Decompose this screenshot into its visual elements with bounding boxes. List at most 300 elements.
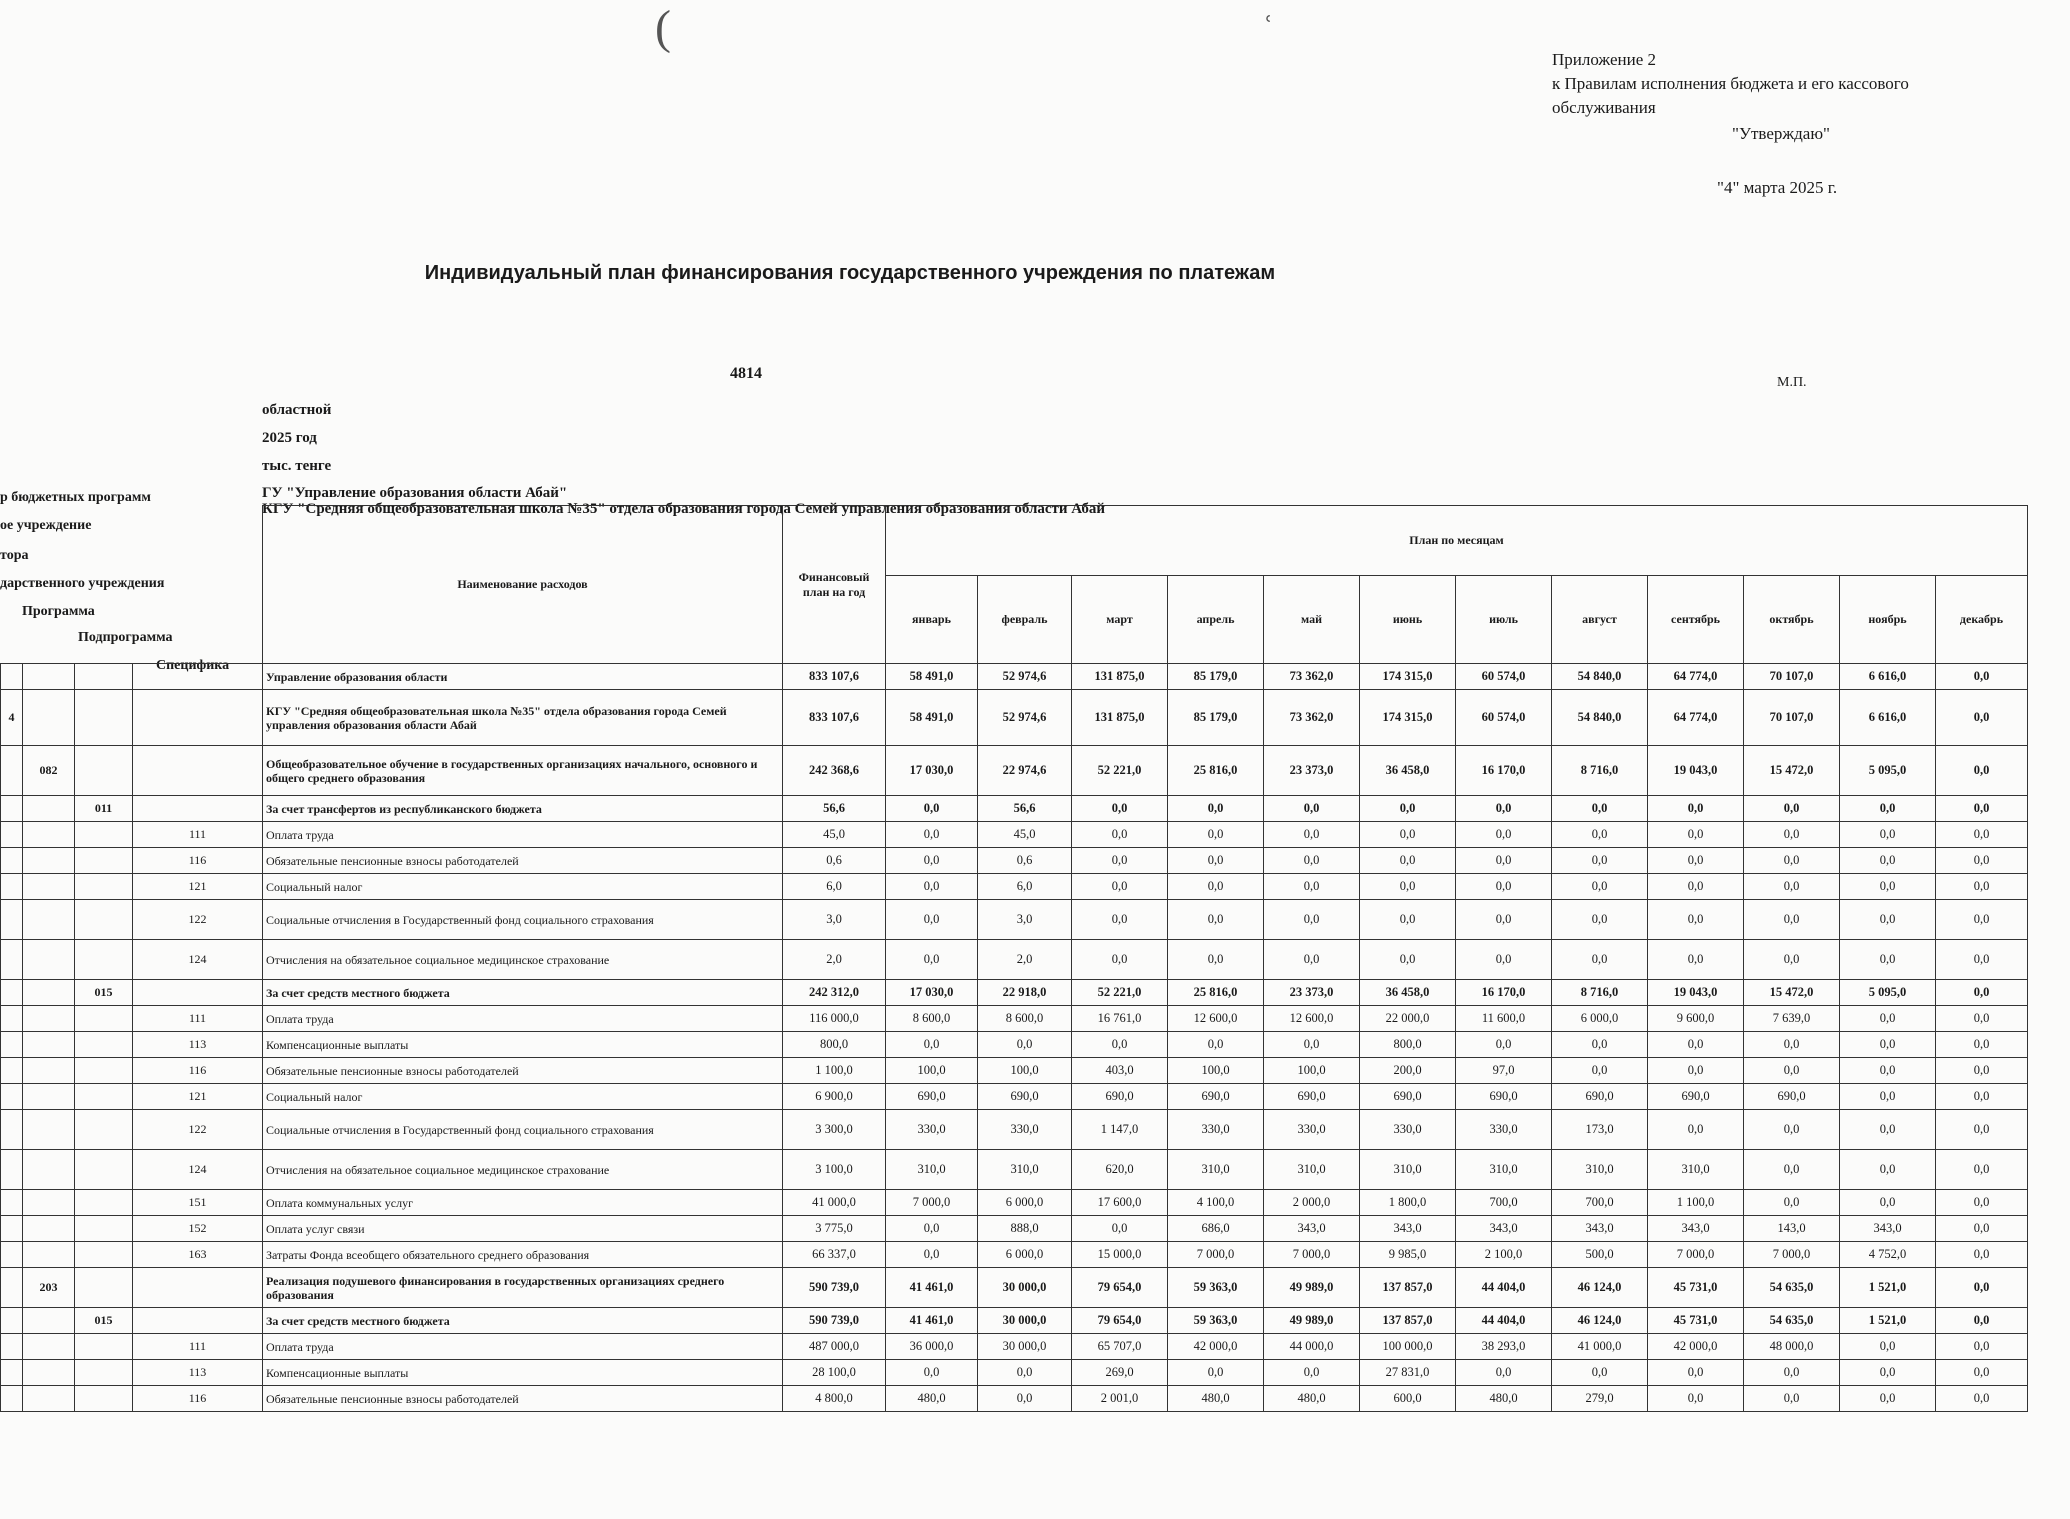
month-value-cell: 41 461,0	[886, 1308, 978, 1334]
code-cell	[75, 874, 133, 900]
code-cell	[23, 940, 75, 980]
month-value-cell: 100,0	[1264, 1058, 1360, 1084]
annual-total-cell: 4 800,0	[783, 1386, 886, 1412]
code-cell	[23, 1058, 75, 1084]
month-value-cell: 0,0	[1840, 1386, 1936, 1412]
left-label-sector: тора	[0, 548, 29, 563]
approval-block	[1552, 48, 1909, 200]
month-value-cell: 310,0	[1552, 1150, 1648, 1190]
month-value-cell: 0,0	[1936, 1110, 2028, 1150]
month-value-cell: 8 600,0	[978, 1006, 1072, 1032]
code-cell	[23, 796, 75, 822]
month-value-cell: 0,0	[1360, 900, 1456, 940]
month-value-cell: 2 001,0	[1072, 1386, 1168, 1412]
month-value-cell: 38 293,0	[1456, 1334, 1552, 1360]
month-value-cell: 690,0	[1360, 1084, 1456, 1110]
month-value-cell: 0,0	[1936, 1360, 2028, 1386]
table-row	[1, 690, 2028, 746]
month-value-cell: 143,0	[1744, 1216, 1840, 1242]
code-cell	[75, 1386, 133, 1412]
table-row	[1, 1308, 2028, 1334]
month-value-cell: 5 095,0	[1840, 980, 1936, 1006]
month-value-cell: 0,0	[886, 940, 978, 980]
code-cell: 116	[133, 848, 263, 874]
expense-name-cell: Компенсационные выплаты	[263, 1360, 783, 1386]
annual-total-cell: 833 107,6	[783, 664, 886, 690]
month-value-cell: 0,0	[1744, 796, 1840, 822]
month-value-cell: 0,0	[1648, 1386, 1744, 1412]
month-value-cell: 49 989,0	[1264, 1268, 1360, 1308]
annual-total-cell: 56,6	[783, 796, 886, 822]
code-cell	[1, 1006, 23, 1032]
month-value-cell: 1 147,0	[1072, 1110, 1168, 1150]
month-value-cell: 0,0	[1072, 822, 1168, 848]
month-value-cell: 5 095,0	[1840, 746, 1936, 796]
month-value-cell: 23 373,0	[1264, 746, 1360, 796]
month-value-cell: 0,0	[1936, 746, 2028, 796]
code-cell: 011	[75, 796, 133, 822]
month-value-cell: 59 363,0	[1168, 1308, 1264, 1334]
code-cell: 4	[1, 690, 23, 746]
code-cell	[1, 1150, 23, 1190]
code-cell	[23, 1216, 75, 1242]
annual-total-cell: 0,6	[783, 848, 886, 874]
month-value-cell: 343,0	[1648, 1216, 1744, 1242]
month-value-cell: 200,0	[1360, 1058, 1456, 1084]
month-value-cell: 0,0	[1456, 874, 1552, 900]
table-row	[1, 1084, 2028, 1110]
month-value-cell: 16 761,0	[1072, 1006, 1168, 1032]
left-label-institution: ое учреждение	[0, 518, 92, 533]
month-value-cell: 310,0	[1648, 1150, 1744, 1190]
month-value-cell: 16 170,0	[1456, 746, 1552, 796]
stamp-place-label: М.П.	[1777, 375, 1807, 390]
month-value-cell: 173,0	[1552, 1110, 1648, 1150]
code-cell	[1, 1032, 23, 1058]
month-value-cell: 0,0	[1936, 1058, 2028, 1084]
month-value-cell: 0,0	[1168, 1360, 1264, 1386]
month-value-cell: 330,0	[886, 1110, 978, 1150]
month-value-cell: 0,0	[1456, 822, 1552, 848]
month-value-cell: 0,0	[1936, 822, 2028, 848]
month-value-cell: 0,0	[886, 1242, 978, 1268]
code-cell	[75, 1150, 133, 1190]
code-cell: 122	[133, 1110, 263, 1150]
code-cell	[1, 980, 23, 1006]
month-value-cell: 0,0	[1552, 1032, 1648, 1058]
month-value-cell: 0,0	[1936, 1032, 2028, 1058]
month-value-cell: 0,0	[1936, 1386, 2028, 1412]
month-value-cell: 0,0	[1552, 940, 1648, 980]
annual-total-cell: 2,0	[783, 940, 886, 980]
code-cell	[1, 1308, 23, 1334]
month-value-cell: 690,0	[1456, 1084, 1552, 1110]
code-cell: 124	[133, 940, 263, 980]
table-row	[1, 1032, 2028, 1058]
month-value-cell: 0,0	[1936, 690, 2028, 746]
month-header: ноябрь	[1840, 576, 1936, 664]
month-value-cell: 690,0	[1744, 1084, 1840, 1110]
expense-name-cell: Оплата труда	[263, 822, 783, 848]
annual-total-cell: 1 100,0	[783, 1058, 886, 1084]
month-value-cell: 0,0	[1072, 1216, 1168, 1242]
month-value-cell: 19 043,0	[1648, 746, 1744, 796]
month-value-cell: 9 985,0	[1360, 1242, 1456, 1268]
code-cell	[23, 1032, 75, 1058]
month-value-cell: 0,0	[1168, 940, 1264, 980]
month-value-cell: 0,0	[1840, 1058, 1936, 1084]
code-cell	[23, 690, 75, 746]
month-value-cell: 22 974,6	[978, 746, 1072, 796]
month-value-cell: 2,0	[978, 940, 1072, 980]
month-value-cell: 0,0	[886, 796, 978, 822]
month-value-cell: 0,0	[1168, 1032, 1264, 1058]
month-value-cell: 0,0	[1936, 848, 2028, 874]
code-cell	[75, 664, 133, 690]
month-value-cell: 41 461,0	[886, 1268, 978, 1308]
expense-name-cell: Оплата труда	[263, 1006, 783, 1032]
month-value-cell: 0,0	[1648, 900, 1744, 940]
code-cell	[23, 1386, 75, 1412]
month-value-cell: 0,0	[1264, 1360, 1360, 1386]
month-value-cell: 0,0	[1744, 1360, 1840, 1386]
page-title: Индивидуальный план финансирования государственного учреждения по платежам	[424, 262, 1276, 284]
month-value-cell: 310,0	[1360, 1150, 1456, 1190]
code-cell	[23, 900, 75, 940]
month-value-cell: 0,0	[1648, 1058, 1744, 1084]
month-value-cell: 6,0	[978, 874, 1072, 900]
month-value-cell: 700,0	[1552, 1190, 1648, 1216]
table-row	[1, 1216, 2028, 1242]
month-value-cell: 343,0	[1552, 1216, 1648, 1242]
month-value-cell: 2 100,0	[1456, 1242, 1552, 1268]
expense-name-cell: Оплата труда	[263, 1334, 783, 1360]
expense-name-cell: Обязательные пенсионные взносы работодателей	[263, 848, 783, 874]
code-cell	[75, 746, 133, 796]
month-value-cell: 0,0	[1840, 1360, 1936, 1386]
table-row	[1, 1110, 2028, 1150]
code-cell	[1, 822, 23, 848]
code-cell	[75, 1110, 133, 1150]
month-value-cell: 85 179,0	[1168, 664, 1264, 690]
month-value-cell: 2 000,0	[1264, 1190, 1360, 1216]
month-value-cell: 0,0	[1936, 664, 2028, 690]
code-cell: 113	[133, 1032, 263, 1058]
annual-total-cell: 66 337,0	[783, 1242, 886, 1268]
code-cell	[1, 1110, 23, 1150]
left-label-program: Программа	[22, 604, 95, 619]
unit: тыс. тенге	[262, 458, 332, 474]
month-value-cell: 17 030,0	[886, 746, 978, 796]
month-header: май	[1264, 576, 1360, 664]
annual-total-cell: 3 100,0	[783, 1150, 886, 1190]
code-cell	[75, 1334, 133, 1360]
col-header-months: План по месяцам	[886, 506, 2028, 576]
approval-line-2: к Правилам исполнения бюджета и его кассового	[1552, 74, 1909, 93]
month-value-cell: 64 774,0	[1648, 690, 1744, 746]
month-value-cell: 97,0	[1456, 1058, 1552, 1084]
month-value-cell: 137 857,0	[1360, 1268, 1456, 1308]
month-value-cell: 0,0	[1936, 1242, 2028, 1268]
month-value-cell: 0,0	[1456, 796, 1552, 822]
code-cell	[75, 1360, 133, 1386]
annual-total-cell: 590 739,0	[783, 1268, 886, 1308]
month-value-cell: 49 989,0	[1264, 1308, 1360, 1334]
month-value-cell: 59 363,0	[1168, 1268, 1264, 1308]
col-header-fin-plan: Финансовый план на год	[783, 506, 886, 664]
code-cell: 121	[133, 1084, 263, 1110]
month-value-cell: 7 639,0	[1744, 1006, 1840, 1032]
month-value-cell: 17 600,0	[1072, 1190, 1168, 1216]
month-header: октябрь	[1744, 576, 1840, 664]
code-cell: 111	[133, 1334, 263, 1360]
code-cell	[1, 796, 23, 822]
month-value-cell: 0,0	[1456, 1360, 1552, 1386]
month-value-cell: 0,0	[978, 1032, 1072, 1058]
annual-total-cell: 3 775,0	[783, 1216, 886, 1242]
code-cell	[23, 1334, 75, 1360]
month-value-cell: 0,0	[1552, 796, 1648, 822]
annual-total-cell: 800,0	[783, 1032, 886, 1058]
month-value-cell: 52 221,0	[1072, 746, 1168, 796]
table-row	[1, 1268, 2028, 1308]
month-header: сентябрь	[1648, 576, 1744, 664]
table-row	[1, 900, 2028, 940]
annual-total-cell: 6,0	[783, 874, 886, 900]
code-number: 4814	[730, 365, 762, 382]
month-value-cell: 690,0	[1264, 1084, 1360, 1110]
expense-name-cell: КГУ "Средняя общеобразовательная школа №35" отдела образования города Семей управления образования области Абай	[263, 690, 783, 746]
table-row	[1, 848, 2028, 874]
month-value-cell: 7 000,0	[1168, 1242, 1264, 1268]
expense-name-cell: Компенсационные выплаты	[263, 1032, 783, 1058]
month-value-cell: 73 362,0	[1264, 664, 1360, 690]
table-row	[1, 940, 2028, 980]
month-value-cell: 79 654,0	[1072, 1268, 1168, 1308]
admin-name: ГУ "Управление образования области Абай"	[262, 485, 568, 501]
month-value-cell: 46 124,0	[1552, 1308, 1648, 1334]
month-value-cell: 48 000,0	[1744, 1334, 1840, 1360]
code-cell: 116	[133, 1058, 263, 1084]
annual-total-cell: 6 900,0	[783, 1084, 886, 1110]
month-value-cell: 0,0	[978, 1360, 1072, 1386]
month-value-cell: 30 000,0	[978, 1268, 1072, 1308]
month-value-cell: 0,0	[1936, 940, 2028, 980]
month-value-cell: 0,0	[1648, 848, 1744, 874]
month-value-cell: 11 600,0	[1456, 1006, 1552, 1032]
table-row	[1, 664, 2028, 690]
month-value-cell: 6 616,0	[1840, 690, 1936, 746]
month-value-cell: 54 635,0	[1744, 1308, 1840, 1334]
month-header: март	[1072, 576, 1168, 664]
table-row	[1, 1334, 2028, 1360]
table-row	[1, 980, 2028, 1006]
month-value-cell: 0,0	[1264, 874, 1360, 900]
month-header: январь	[886, 576, 978, 664]
month-value-cell: 100 000,0	[1360, 1334, 1456, 1360]
month-value-cell: 54 840,0	[1552, 664, 1648, 690]
month-value-cell: 131 875,0	[1072, 690, 1168, 746]
month-value-cell: 0,0	[1552, 822, 1648, 848]
month-value-cell: 4 752,0	[1840, 1242, 1936, 1268]
month-value-cell: 0,0	[1456, 940, 1552, 980]
month-value-cell: 36 458,0	[1360, 746, 1456, 796]
expense-name-cell: Обязательные пенсионные взносы работодателей	[263, 1386, 783, 1412]
code-cell: 082	[23, 746, 75, 796]
month-value-cell: 58 491,0	[886, 690, 978, 746]
month-value-cell: 0,0	[1552, 1360, 1648, 1386]
month-value-cell: 343,0	[1360, 1216, 1456, 1242]
code-cell	[23, 874, 75, 900]
code-cell	[1, 664, 23, 690]
expense-name-cell: Оплата услуг связи	[263, 1216, 783, 1242]
month-value-cell: 100,0	[978, 1058, 1072, 1084]
month-value-cell: 15 472,0	[1744, 980, 1840, 1006]
month-header: июнь	[1360, 576, 1456, 664]
annual-total-cell: 41 000,0	[783, 1190, 886, 1216]
month-value-cell: 100,0	[1168, 1058, 1264, 1084]
month-value-cell: 0,0	[1936, 1308, 2028, 1334]
month-value-cell: 0,0	[1840, 1032, 1936, 1058]
code-cell	[23, 1308, 75, 1334]
annual-total-cell: 3,0	[783, 900, 886, 940]
month-value-cell: 0,0	[1840, 796, 1936, 822]
code-cell	[133, 1268, 263, 1308]
code-cell	[23, 1360, 75, 1386]
month-value-cell: 0,0	[886, 1032, 978, 1058]
month-value-cell: 0,0	[1264, 796, 1360, 822]
annual-total-cell: 28 100,0	[783, 1360, 886, 1386]
month-value-cell: 269,0	[1072, 1360, 1168, 1386]
month-value-cell: 42 000,0	[1648, 1334, 1744, 1360]
month-value-cell: 131 875,0	[1072, 664, 1168, 690]
month-value-cell: 0,0	[1840, 1150, 1936, 1190]
month-value-cell: 25 816,0	[1168, 746, 1264, 796]
month-value-cell: 0,0	[1936, 1268, 2028, 1308]
month-value-cell: 0,0	[1840, 1110, 1936, 1150]
month-value-cell: 0,0	[1552, 900, 1648, 940]
month-value-cell: 0,0	[886, 822, 978, 848]
table-row	[1, 1190, 2028, 1216]
month-value-cell: 0,0	[886, 874, 978, 900]
month-value-cell: 0,0	[1840, 1190, 1936, 1216]
month-value-cell: 0,0	[1936, 980, 2028, 1006]
financing-plan-table	[0, 505, 2028, 1412]
month-value-cell: 15 472,0	[1744, 746, 1840, 796]
code-cell	[1, 1360, 23, 1386]
code-cell	[1, 1216, 23, 1242]
month-value-cell: 0,0	[1840, 848, 1936, 874]
month-value-cell: 0,0	[1648, 1360, 1744, 1386]
code-cell	[133, 980, 263, 1006]
annual-total-cell: 3 300,0	[783, 1110, 886, 1150]
month-value-cell: 3,0	[978, 900, 1072, 940]
month-value-cell: 888,0	[978, 1216, 1072, 1242]
month-value-cell: 0,0	[1168, 822, 1264, 848]
month-value-cell: 0,0	[1648, 1110, 1744, 1150]
month-value-cell: 0,0	[886, 1216, 978, 1242]
month-value-cell: 700,0	[1456, 1190, 1552, 1216]
code-cell	[133, 664, 263, 690]
month-value-cell: 0,0	[1552, 1058, 1648, 1084]
month-value-cell: 0,0	[1936, 1190, 2028, 1216]
month-header: июль	[1456, 576, 1552, 664]
table-row	[1, 1150, 2028, 1190]
month-value-cell: 7 000,0	[1648, 1242, 1744, 1268]
month-value-cell: 85 179,0	[1168, 690, 1264, 746]
month-value-cell: 0,0	[1168, 900, 1264, 940]
month-value-cell: 330,0	[978, 1110, 1072, 1150]
month-value-cell: 0,0	[1072, 874, 1168, 900]
month-value-cell: 343,0	[1456, 1216, 1552, 1242]
annual-total-cell: 833 107,6	[783, 690, 886, 746]
annual-total-cell: 590 739,0	[783, 1308, 886, 1334]
month-value-cell: 36 000,0	[886, 1334, 978, 1360]
code-cell	[23, 980, 75, 1006]
approval-date: "4" марта 2025 г.	[1717, 178, 1838, 197]
month-value-cell: 0,0	[1840, 1334, 1936, 1360]
month-value-cell: 0,0	[1936, 1006, 2028, 1032]
left-label-subprogram: Подпрограмма	[78, 630, 173, 645]
month-value-cell: 0,0	[1840, 1084, 1936, 1110]
month-value-cell: 0,0	[1744, 848, 1840, 874]
month-value-cell: 42 000,0	[1168, 1334, 1264, 1360]
month-value-cell: 0,0	[1072, 900, 1168, 940]
code-cell	[23, 1084, 75, 1110]
code-cell	[1, 900, 23, 940]
month-value-cell: 0,0	[1264, 1032, 1360, 1058]
code-cell	[133, 690, 263, 746]
month-value-cell: 343,0	[1840, 1216, 1936, 1242]
month-value-cell: 690,0	[978, 1084, 1072, 1110]
table-row	[1, 1242, 2028, 1268]
code-cell	[23, 848, 75, 874]
code-cell	[133, 1308, 263, 1334]
month-value-cell: 310,0	[1264, 1150, 1360, 1190]
month-value-cell: 1 800,0	[1360, 1190, 1456, 1216]
table-row	[1, 1360, 2028, 1386]
month-value-cell: 0,0	[1264, 940, 1360, 980]
month-value-cell: 46 124,0	[1552, 1268, 1648, 1308]
month-value-cell: 330,0	[1168, 1110, 1264, 1150]
code-cell	[75, 940, 133, 980]
month-value-cell: 0,0	[978, 1386, 1072, 1412]
code-cell: 152	[133, 1216, 263, 1242]
expense-name-cell: Оплата коммунальных услуг	[263, 1190, 783, 1216]
month-value-cell: 1 100,0	[1648, 1190, 1744, 1216]
month-value-cell: 310,0	[1168, 1150, 1264, 1190]
expense-name-cell: Обязательные пенсионные взносы работодателей	[263, 1058, 783, 1084]
expense-name-cell: Отчисления на обязательное социальное медицинское страхование	[263, 940, 783, 980]
table-row	[1, 746, 2028, 796]
month-value-cell: 600,0	[1360, 1386, 1456, 1412]
month-value-cell: 0,6	[978, 848, 1072, 874]
month-value-cell: 0,0	[1744, 1032, 1840, 1058]
month-value-cell: 60 574,0	[1456, 690, 1552, 746]
month-value-cell: 0,0	[1936, 1084, 2028, 1110]
month-value-cell: 0,0	[1264, 822, 1360, 848]
month-value-cell: 12 600,0	[1264, 1006, 1360, 1032]
annual-total-cell: 116 000,0	[783, 1006, 886, 1032]
code-cell	[133, 746, 263, 796]
month-value-cell: 0,0	[1648, 796, 1744, 822]
code-cell	[1, 848, 23, 874]
month-value-cell: 7 000,0	[1744, 1242, 1840, 1268]
month-value-cell: 0,0	[1936, 1334, 2028, 1360]
month-header: август	[1552, 576, 1648, 664]
expense-name-cell: Общеобразовательное обучение в государственных организациях начального, основного и общего среднего образования	[263, 746, 783, 796]
code-cell: 111	[133, 822, 263, 848]
